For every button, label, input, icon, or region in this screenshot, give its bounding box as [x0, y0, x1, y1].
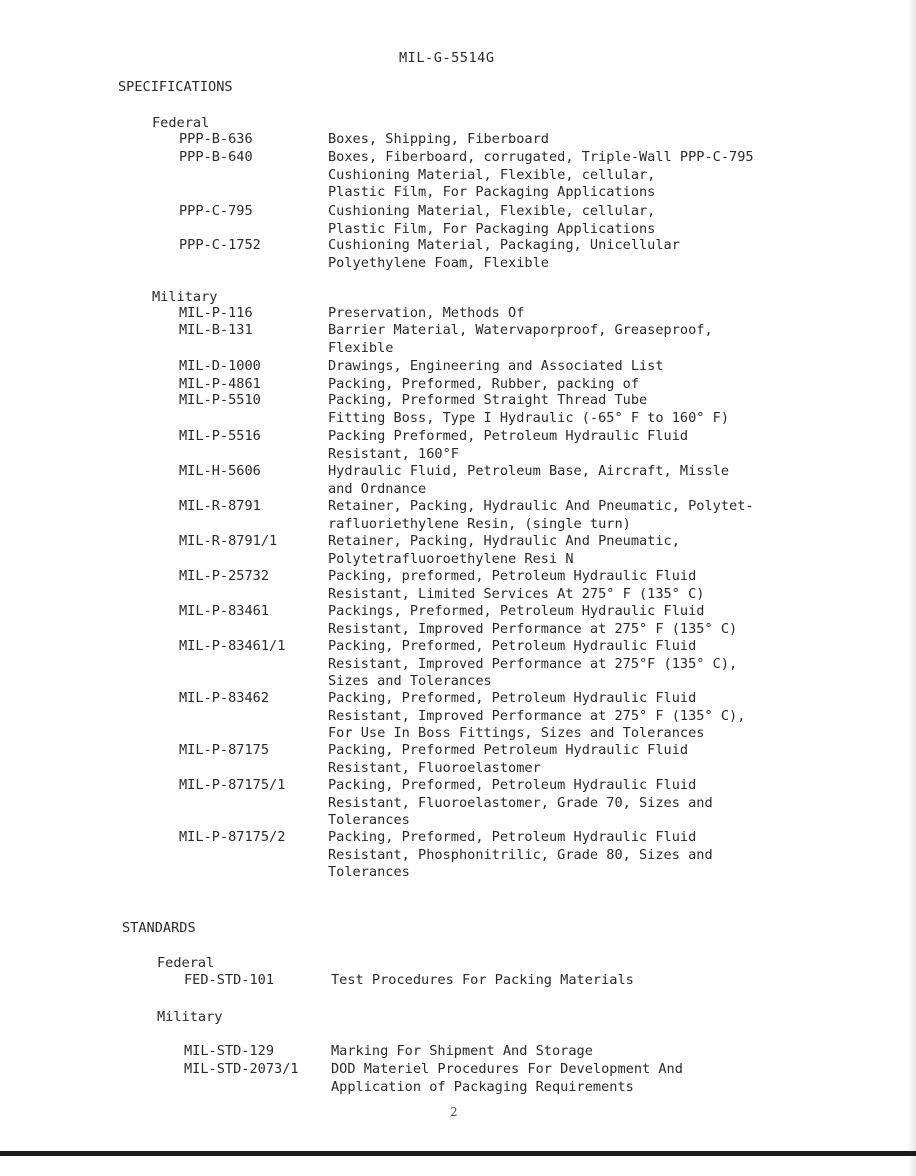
- description-line: and Ordnance: [328, 480, 427, 497]
- description-line: Test Procedures For Packing Materials: [331, 972, 634, 988]
- description-line: Resistant, 160°F: [328, 445, 459, 462]
- entry-code: MIL-P-5516: [179, 428, 261, 444]
- entry-description: [328, 463, 729, 498]
- entry-description: [331, 972, 634, 990]
- entry-description: [328, 376, 639, 394]
- entry-code: MIL-P-83461: [179, 603, 270, 619]
- description-line: Resistant, Fluoroelastomer, Grade 70, Sizes and: [328, 794, 713, 811]
- description-line: Plastic Film, For Packaging Applications: [328, 184, 656, 201]
- entry-code: PPP-C-1752: [179, 237, 261, 253]
- entry-description: [328, 498, 754, 533]
- entry-description: [331, 1043, 593, 1061]
- description-line: Resistant, Improved Performance at 275° F (135° C),: [328, 707, 746, 724]
- entry-code: MIL-P-5510: [179, 392, 261, 408]
- description-line: Tolerances: [328, 864, 410, 881]
- std-federal-label: Federal: [157, 955, 215, 971]
- description-line: Resistant, Phosphonitrilic, Grade 80, Sizes and: [328, 846, 713, 863]
- entry-description: [328, 428, 688, 463]
- entry-description: [328, 533, 680, 568]
- entry-code: MIL-P-25732: [179, 568, 270, 584]
- description-line: Cushioning Material, Flexible, cellular,: [328, 166, 656, 183]
- description-line: Packing, Preformed, Petroleum Hydraulic Fluid: [328, 690, 697, 706]
- description-line: Flexible: [328, 339, 394, 356]
- entry-description: [328, 322, 713, 357]
- description-line: Resistant, Limited Services At 275° F (135° C): [328, 585, 705, 602]
- description-line: Cushioning Material, Packaging, Unicellular: [328, 237, 680, 253]
- entry-description: [328, 392, 729, 427]
- description-line: Plastic Film, For Packaging Applications: [328, 220, 656, 237]
- entry-description: [328, 568, 704, 603]
- description-line: Retainer, Packing, Hydraulic And Pneumatic, Polytet-: [328, 498, 754, 514]
- entry-description: [328, 742, 688, 777]
- entry-code: MIL-H-5606: [179, 463, 261, 479]
- description-line: Resistant, Improved Performance at 275°F (135° C),: [328, 655, 738, 672]
- entry-code: MIL-P-83461/1: [179, 638, 286, 654]
- description-line: Polyethylene Foam, Flexible: [328, 254, 549, 271]
- entry-description: [328, 237, 680, 272]
- specifications-heading: SPECIFICATIONS: [118, 79, 233, 95]
- standards-heading: STANDARDS: [122, 920, 196, 936]
- entry-code: MIL-P-83462: [179, 690, 270, 706]
- description-line: Tolerances: [328, 812, 410, 829]
- std-military-label: Military: [157, 1009, 223, 1025]
- description-line: Application of Packaging Requirements: [331, 1078, 634, 1095]
- description-line: Packing Preformed, Petroleum Hydraulic Fluid: [328, 428, 689, 444]
- entry-code: MIL-STD-129: [184, 1043, 275, 1059]
- entry-code: PPP-B-640: [179, 149, 253, 165]
- entry-description: [328, 203, 655, 238]
- entry-code: MIL-P-87175/1: [179, 777, 286, 793]
- entry-description: [328, 690, 745, 743]
- description-line: Packing, Preformed, Petroleum Hydraulic Fluid: [328, 777, 697, 793]
- description-line: Packing, Preformed, Petroleum Hydraulic Fluid: [328, 829, 697, 845]
- description-line: For Use In Boss Fittings, Sizes and Tolerances: [328, 725, 705, 742]
- spec-military-label: Military: [152, 289, 218, 305]
- bottom-rule: [0, 1151, 916, 1156]
- document-id: MIL-G-5514G: [399, 50, 495, 66]
- entry-code: FED-STD-101: [184, 972, 275, 988]
- description-line: Packings, Preformed, Petroleum Hydraulic Fluid: [328, 603, 705, 619]
- description-line: Barrier Material, Watervaporproof, Greaseproof,: [328, 322, 713, 338]
- description-line: Preservation, Methods Of: [328, 305, 525, 321]
- description-line: Boxes, Shipping, Fiberboard: [328, 131, 549, 147]
- description-line: Resistant, Improved Performance at 275° F (135° C): [328, 620, 738, 637]
- description-line: Fitting Boss, Type I Hydraulic (-65° F to 160° F): [328, 409, 730, 426]
- entry-description: [328, 638, 737, 691]
- entry-description: [328, 305, 524, 323]
- description-line: rafluoriethylene Resin, (single turn): [328, 515, 631, 532]
- page-number: 2: [450, 1105, 458, 1119]
- description-line: Packing, Preformed, Petroleum Hydraulic Fluid: [328, 638, 697, 654]
- entry-code: MIL-B-131: [179, 322, 253, 338]
- page-edge-shadow: [907, 0, 916, 1176]
- description-line: Marking For Shipment And Storage: [331, 1043, 593, 1059]
- description-line: Cushioning Material, Flexible, cellular,: [328, 203, 656, 219]
- entry-code: PPP-C-795: [179, 203, 253, 219]
- entry-description: [328, 829, 713, 882]
- entry-code: MIL-STD-2073/1: [184, 1061, 299, 1077]
- description-line: Packing, Preformed, Rubber, packing of: [328, 376, 639, 392]
- entry-code: MIL-D-1000: [179, 358, 261, 374]
- description-line: Polytetrafluoroethylene Resi N: [328, 550, 574, 567]
- entry-description: [328, 149, 754, 202]
- entry-code: MIL-P-87175/2: [179, 829, 286, 845]
- entry-description: [331, 1061, 683, 1096]
- entry-description: [328, 603, 737, 638]
- entry-code: MIL-P-87175: [179, 742, 270, 758]
- description-line: Retainer, Packing, Hydraulic And Pneumatic,: [328, 533, 680, 549]
- description-line: Resistant, Fluoroelastomer: [328, 759, 541, 776]
- entry-description: [328, 358, 664, 376]
- entry-description: [328, 777, 713, 830]
- entry-description: [328, 131, 549, 149]
- entry-code: MIL-P-4861: [179, 376, 261, 392]
- description-line: Boxes, Fiberboard, corrugated, Triple-Wall PPP-C-795: [328, 149, 754, 165]
- description-line: Hydraulic Fluid, Petroleum Base, Aircraft, Missle: [328, 463, 730, 479]
- entry-code: MIL-R-8791/1: [179, 533, 278, 549]
- description-line: Packing, Preformed Petroleum Hydraulic Fluid: [328, 742, 689, 758]
- description-line: Drawings, Engineering and Associated List: [328, 358, 664, 374]
- spec-federal-label: Federal: [152, 115, 210, 131]
- description-line: Sizes and Tolerances: [328, 673, 492, 690]
- description-line: DOD Materiel Procedures For Development And: [331, 1061, 683, 1077]
- entry-code: PPP-B-636: [179, 131, 253, 147]
- description-line: Packing, Preformed Straight Thread Tube: [328, 392, 648, 408]
- entry-code: MIL-P-116: [179, 305, 253, 321]
- description-line: Packing, preformed, Petroleum Hydraulic Fluid: [328, 568, 697, 584]
- entry-code: MIL-R-8791: [179, 498, 261, 514]
